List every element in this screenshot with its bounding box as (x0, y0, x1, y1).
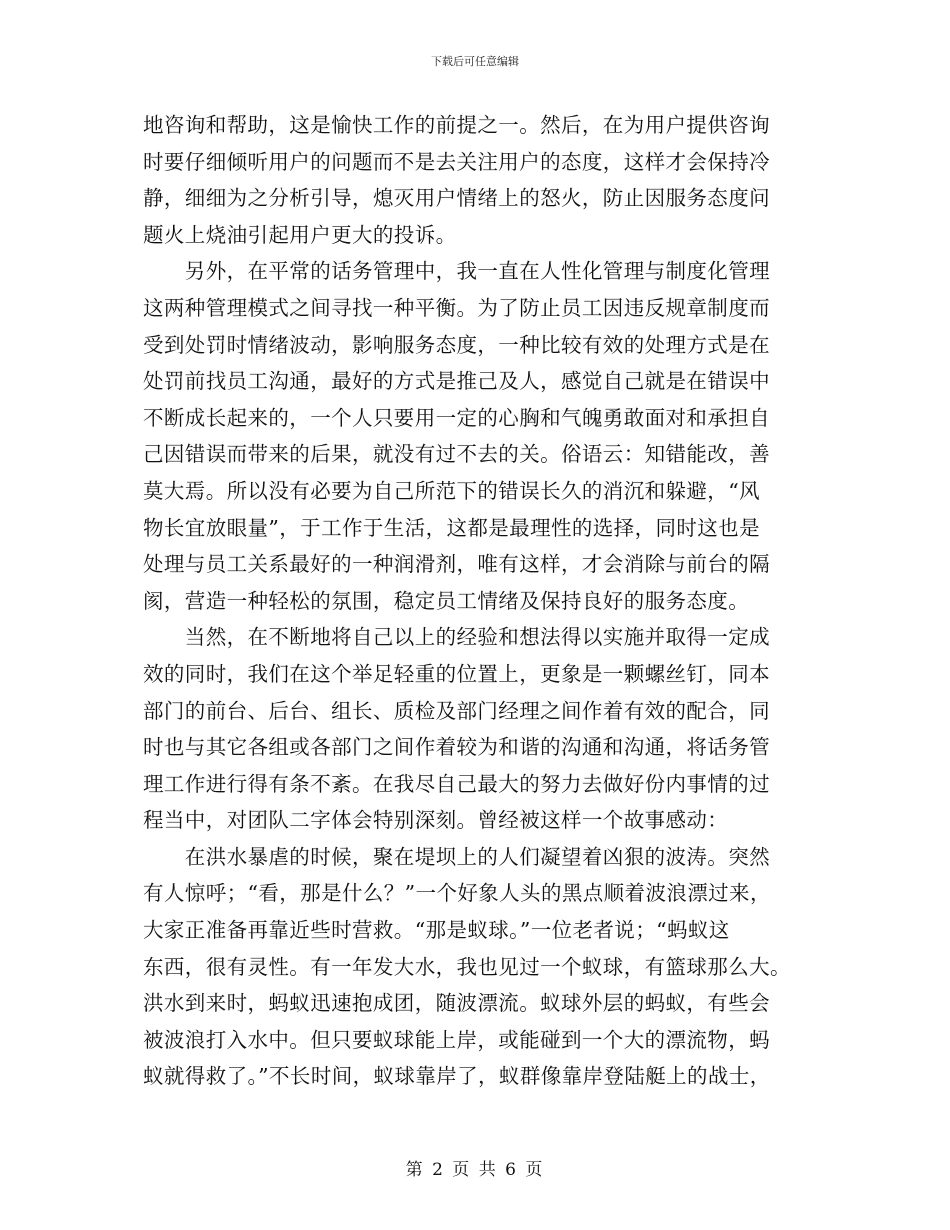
text-line: 有人惊呼；“看，那是什么？”一个好象人头的黑点顺着波浪漂过来， (143, 881, 771, 906)
text-line: 效的同时，我们在这个举足轻重的位置上，更象是一颗螺丝钉，同本 (143, 661, 770, 686)
text-line: 部门的前台、后台、组长、质检及部门经理之间作着有效的配合，同 (143, 698, 770, 723)
text-line: 理工作进行得有条不紊。在我尽自己最大的努力去做好份内事情的过 (143, 771, 770, 796)
text-line: 大家正准备再靠近些时营救。“那是蚁球。”一位老者说；“蚂蚁这 (143, 918, 730, 943)
text-line: 程当中，对团队二字体会特别深刻。曾经被这样一个故事感动： (143, 808, 729, 833)
text-line: 时也与其它各组或各部门之间作着较为和谐的沟通和沟通，将话务管 (143, 735, 770, 760)
text-line: 不断成长起来的，一个人只要用一定的心胸和气魄勇敢面对和承担自 (143, 405, 770, 430)
text-line: 己因错误而带来的后果，就没有过不去的关。俗语云：知错能改，善 (143, 442, 770, 467)
text-line: 时要仔细倾听用户的问题而不是去关注用户的态度，这样才会保持冷 (143, 149, 770, 174)
page-number: 第 2 页 共 6 页 (405, 1160, 545, 1180)
page-header-note: 下载后可任意编辑 (431, 55, 519, 68)
text-line: 被波浪打入水中。但只要蚁球能上岸，或能碰到一个大的漂流物，蚂 (143, 1027, 770, 1052)
text-line: 莫大焉。所以没有必要为自己所范下的错误长久的消沉和躲避，“风 (143, 478, 760, 503)
text-line: 东西，很有灵性。有一年发大水，我也见过一个蚁球，有篮球那么大。 (143, 954, 791, 979)
text-line: 在洪水暴虐的时候，聚在堤坝上的人们凝望着凶狠的波涛。突然 (143, 844, 770, 869)
text-line: 阂，营造一种轻松的氛围，稳定员工情绪及保持良好的服务态度。 (143, 588, 750, 613)
text-line: 蚁就得救了。”不长时间，蚁球靠岸了，蚁群像靠岸登陆艇上的战士， (143, 1064, 771, 1089)
text-line: 静，细细为之分析引导，熄灭用户情绪上的怒火，防止因服务态度问 (143, 186, 770, 211)
text-line: 处罚前找员工沟通，最好的方式是推己及人，感觉自己就是在错误中 (143, 369, 770, 394)
text-line: 另外，在平常的话务管理中，我一直在人性化管理与制度化管理 (143, 259, 770, 284)
text-line: 物长宜放眼量”，于工作于生活，这都是最理性的选择，同时这也是 (143, 515, 760, 540)
text-line: 洪水到来时，蚂蚁迅速抱成团，随波漂流。蚁球外层的蚂蚁，有些会 (143, 991, 770, 1016)
text-line: 地咨询和帮助，这是愉快工作的前提之一。然后，在为用户提供咨询 (143, 113, 770, 137)
text-line: 题火上烧油引起用户更大的投诉。 (143, 222, 457, 247)
text-line: 处理与员工关系最好的一种润滑剂，唯有这样，才会消除与前台的隔 (143, 552, 770, 577)
text-line: 当然，在不断地将自己以上的经验和想法得以实施并取得一定成 (143, 625, 770, 650)
document-body (143, 107, 813, 1095)
text-line: 受到处罚时情绪波动，影响服务态度，一种比较有效的处理方式是在 (143, 332, 770, 357)
text-line: 这两种管理模式之间寻找一种平衡。为了防止员工因违反规章制度而 (143, 295, 770, 320)
